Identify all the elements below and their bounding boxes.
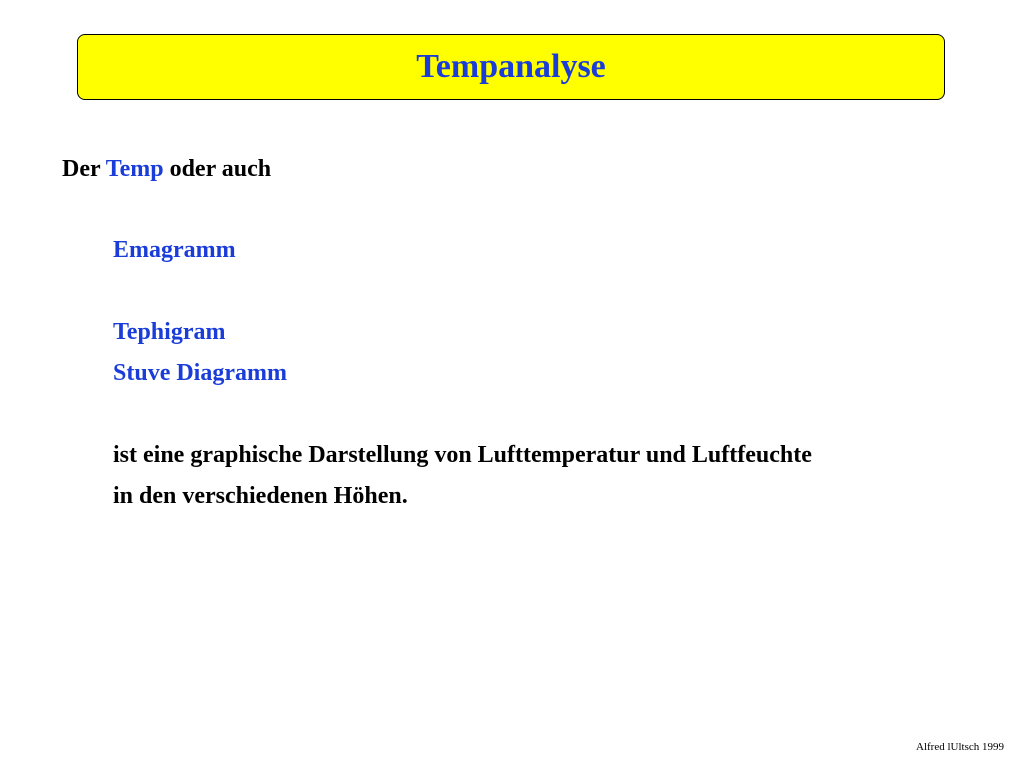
slide-title: Tempanalyse xyxy=(416,48,606,85)
intro-after: oder auch xyxy=(169,156,272,182)
footer-credit: Alfred lUltsch 1999 xyxy=(916,741,1004,753)
item-stuve-diagramm: Stuve Diagramm xyxy=(113,360,287,386)
item-tephigram: Tephigram xyxy=(113,319,226,345)
description-line-2: in den verschiedenen Höhen. xyxy=(113,483,408,509)
intro-line xyxy=(62,157,271,181)
title-banner xyxy=(77,34,945,100)
intro-before: Der xyxy=(62,156,101,182)
item-emagramm: Emagramm xyxy=(113,237,236,263)
description-line-1: ist eine graphische Darstellung von Lufttemperatur und Luftfeuchte xyxy=(113,442,812,468)
intro-highlight: Temp xyxy=(105,156,164,182)
